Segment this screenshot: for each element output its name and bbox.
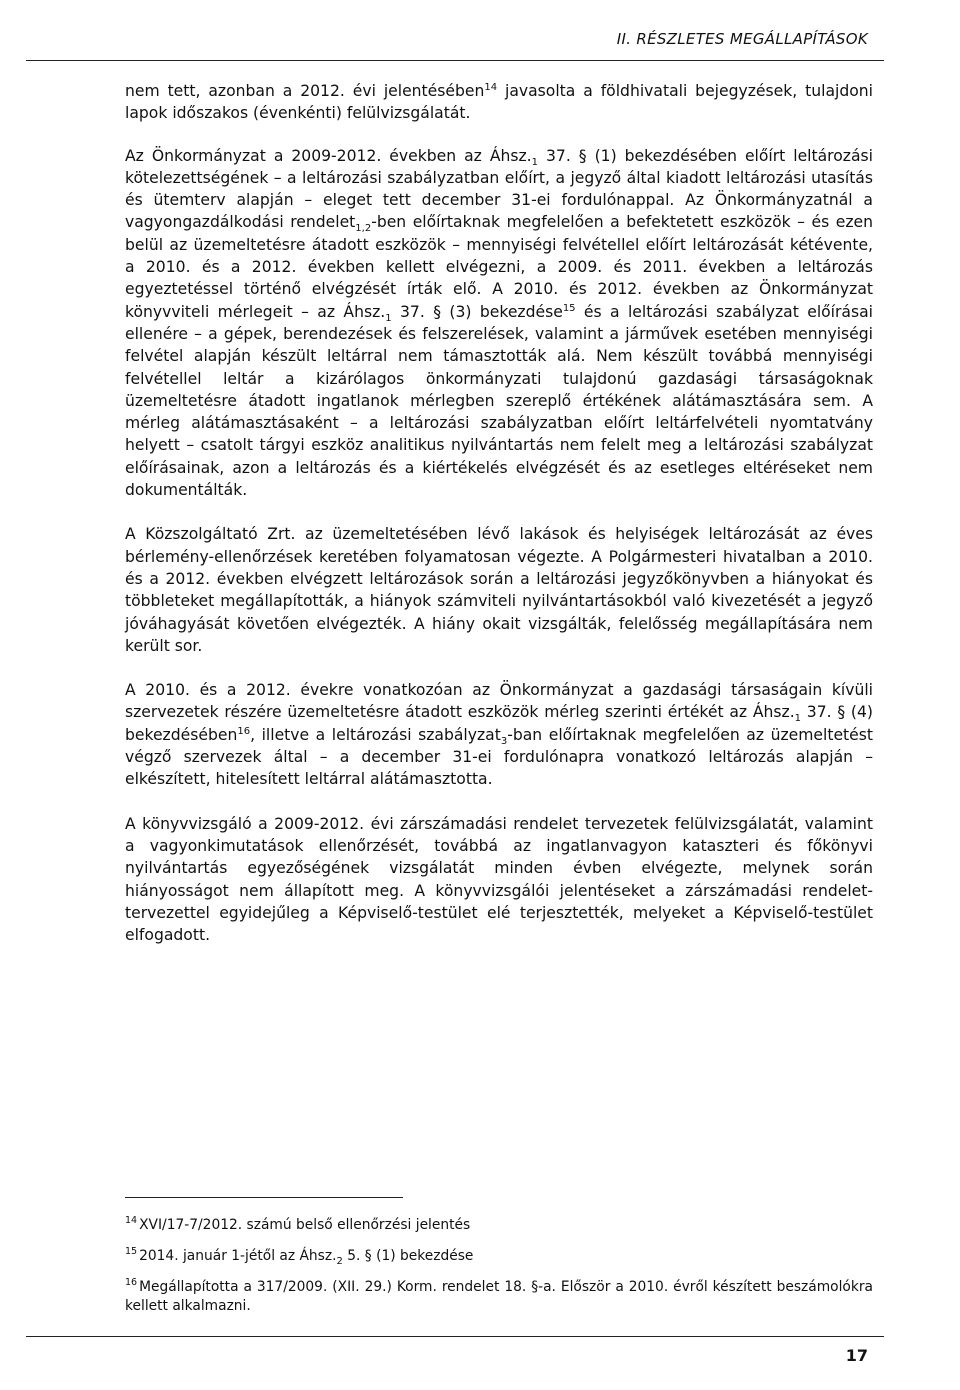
subscript-3: 1 (385, 312, 392, 324)
footnote-14: $^{14}$ XVI/17-7/2012. számú belső ellenőrzési jelentés (125, 1215, 471, 1233)
subscript-1: 1 (794, 713, 802, 725)
footnote-number: 14 (125, 1215, 138, 1227)
report-body (125, 80, 873, 968)
subscript-2: 2 (336, 1255, 343, 1267)
footnote-15: $^{15}$ 2014. január 1-jétől az $Áhsz._2$ 5. § (1) bekezdése (125, 1246, 474, 1267)
paragraph-5: A könyvvizsgáló a 2009-2012. évi zárszámadási rendelet tervezetek felülvizsgálatát, valamint a vagyonkimutatások ellenőrzését, továbbá az ingatlanvagyon kataszteri és főkönyvi nyilvántartás egyezőségének vizsgálatát minden évben elvégezte, melynek során hiányosságot nem állapított meg. A könyvvizsgálói jelentéseket a zárszámadási rendelet-tervezettel egyidejűleg a Képviselő-testület elé terjesztették, melyeket a Képviselő-testület elfogadott. (125, 814, 873, 945)
footnote-number: 15 (125, 1246, 138, 1258)
subscript-3: 3 (500, 735, 508, 747)
paragraph-2: Az Önkormányzat a 2009-2012. években az $Áhsz._1$ 37. § (1) bekezdésében előírt leltározási kötelezettségének – a leltározási szabályzatban előírt, a jegyző által kiadott leltározási utasítás és ütemterv alapján – eleget tett december 31-ei fordulónappal. Az Önkormányzatnál a vagyongazdálkodási rendelet$_{1,2}$-ben előírtaknak megfelelően a befektetett eszközök – és ezen belül az üzemeltetésre átadott eszközök – mennyiségi felvétellel előírt leltározását kétévente, a 2010. és a 2012. években kellett elvégezni, a 2009. és 2011. években a leltározás egyeztetéssel történő elvégzését írták elő. A 2010. és 2012. években az Önkormányzat könyvviteli mérlegeit – az $Áhsz._1$ 37. § (3) bekezdése$^{15}$ és a leltározási szabályzat előírásai ellenére – a gépek, berendezések és felszerelések, valamint a járművek esetében mennyiségi felvétel alapján készült leltárral nem támasztották alá. Nem készült továbbá mennyiségi felvétellel leltár a kizárólagos önkormányzati tulajdonú gazdasági társaságoknak üzemeltetésre átadott ingatlanok mérlegben szereplő értékének alátámasztására sem. A mérleg alátámasztásaként – a leltározási szabályzatban előírt leltárfelvételi nyomtatvány helyett – csatolt tárgyi eszköz analitikus nyilvántartás nem felelt meg a leltározási szabályzat előírásainak, azon a leltározás és a kiértékelés elvégzését és az esetleges eltéréseket nem dokumentálták. (125, 146, 873, 500)
footnote-16: $^{16}$ Megállapította a 317/2009. (XII. 29.) Korm. rendelet 18. §-a. Először a 2010. évről készített beszámolókra kellett alkalmazni. (125, 1277, 873, 1314)
page-number: 17 (845, 1346, 868, 1365)
footnote-ref-14[interactable]: 14 (484, 81, 498, 93)
footnotes (125, 1216, 873, 1328)
footnote-ref-15[interactable]: 15 (562, 302, 576, 314)
footer-divider (26, 1336, 884, 1337)
subscript-2: 1,2 (355, 223, 372, 235)
footnote-ref-16[interactable]: 16 (237, 725, 251, 737)
running-header: II. RÉSZLETES MEGÁLLAPÍTÁSOK (616, 30, 868, 48)
paragraph-1: nem tett, azonban a 2012. évi jelentésében$^{14}$ javasolta a földhivatali bejegyzések, tulajdoni lapok időszakos (évenkénti) felülvizsgálatát. (125, 81, 873, 123)
footnote-divider (125, 1197, 403, 1198)
footnote-number: 16 (125, 1277, 138, 1289)
paragraph-3: A Közszolgáltató Zrt. az üzemeltetésében lévő lakások és helyiségek leltározását az éves bérlemény-ellenőrzések keretében folyamatosan végezte. A Polgármesteri hivatalban a 2010. és a 2012. években elvégzett leltározások során a leltározási jegyzőkönyvben a hiányokat és többleteket megállapították, a hiányok számviteli nyilvántartásokból való kivezetését a jegyző jóváhagyását követően elvégezték. A hiány okait vizsgálták, felelősség megállapítására nem került sor. (125, 525, 873, 655)
subscript-1: 1 (531, 156, 539, 168)
paragraph-4: A 2010. és a 2012. évekre vonatkozóan az Önkormányzat a gazdasági társaságain kívüli szervezetek részére üzemeltetésre átadott eszközök mérleg szerinti értékét az $Áhsz._1$ 37. § (4) bekezdésében$^{16}$, illetve a leltározási szabályzat$_3$-ban előírtaknak megfelelően az üzemeltetést végző szervezek által – a december 31-ei fordulónapra vonatkozó leltározás alapján – elkészített, hitelesített leltárral alátámasztotta. (125, 681, 873, 789)
header-divider (26, 60, 884, 61)
